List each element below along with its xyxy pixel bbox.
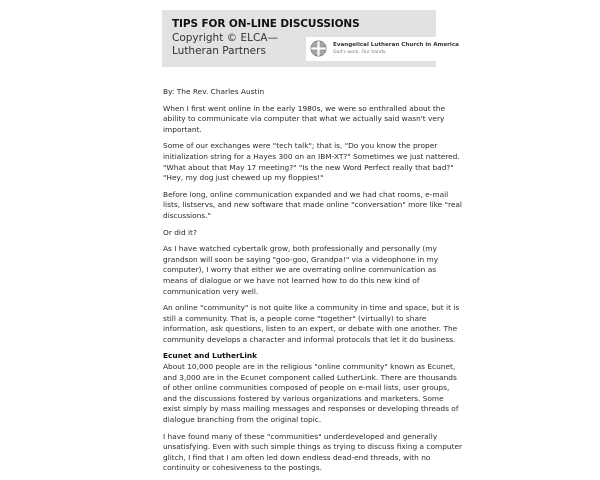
paragraph: About 10,000 people are in the religious "online community" known as Ecunet, and 3,000 are in the Ecunet component called LutherLink. There are thousands of other online communities composed of people on e-mail lists, user groups, and the discussions fostered by various organizations and marketers. Some exist simply by mass mailing messages and responses or developing threads of dialogue branching from the original topic. xyxy=(163,362,459,425)
section-heading: Ecunet and LutherLink xyxy=(163,351,258,361)
logo-organization-name: Evangelical Lutheran Church in America xyxy=(333,42,459,48)
document-header xyxy=(162,10,459,67)
paragraph: An online "community" is not quite like a community in time and space, but it is still a community. That is, a people come "together" (virtually) to share information, ask questions, listen to an expert, or debate with one another. The community develops a character and informal protocols that let it do business. xyxy=(163,303,460,344)
byline: By: The Rev. Charles Austin xyxy=(163,87,265,96)
paragraph: As I have watched cybertalk grow, both professionally and personally (my grandson will soon be saying "goo-goo, Grandpa!" via a videophone in my computer), I worry that either we are overrating online communication as means of dialogue or we have not learned how to do this new kind of communication very well. xyxy=(163,244,439,296)
paragraph: Before long, online communication expanded and we had chat rooms, e-mail lists, listservs, and new software that made online "conversation" more like "real discussions." xyxy=(163,189,462,220)
document-title: TIPS FOR ON-LINE DISCUSSIONS xyxy=(172,18,360,30)
paragraph: I have found many of these "communities" underdeveloped and generally unsatisfying. Even with such simple things as trying to discuss fixing a computer glitch, I find that I am often led down endless dead-end threads, with no continuity or cohesiveness to the postings. xyxy=(163,431,463,473)
cross-seal-icon xyxy=(310,40,327,57)
paragraph: Some of our exchanges were "tech talk"; that is, "Do you know the proper initialization string for a Hayes 300 on an IBM-XT?" Sometimes we just nattered. "What about that May 17 meeting?" "Is the new Word Perfect really that bad?" "Hey, my dog just chewed up my floppies!" xyxy=(163,141,460,183)
paragraph: Or did it? xyxy=(163,227,197,237)
logo-tagline: God's work. Our hands. xyxy=(333,50,387,55)
elca-logo xyxy=(306,37,459,61)
paragraph: When I first went online in the early 1980s, we were so enthralled about the ability to communicate via computer that what we actually said wasn't very important. xyxy=(163,103,446,134)
article-body xyxy=(163,87,463,480)
copyright-notice: Copyright © ELCA—Lutheran Partners xyxy=(172,32,278,57)
